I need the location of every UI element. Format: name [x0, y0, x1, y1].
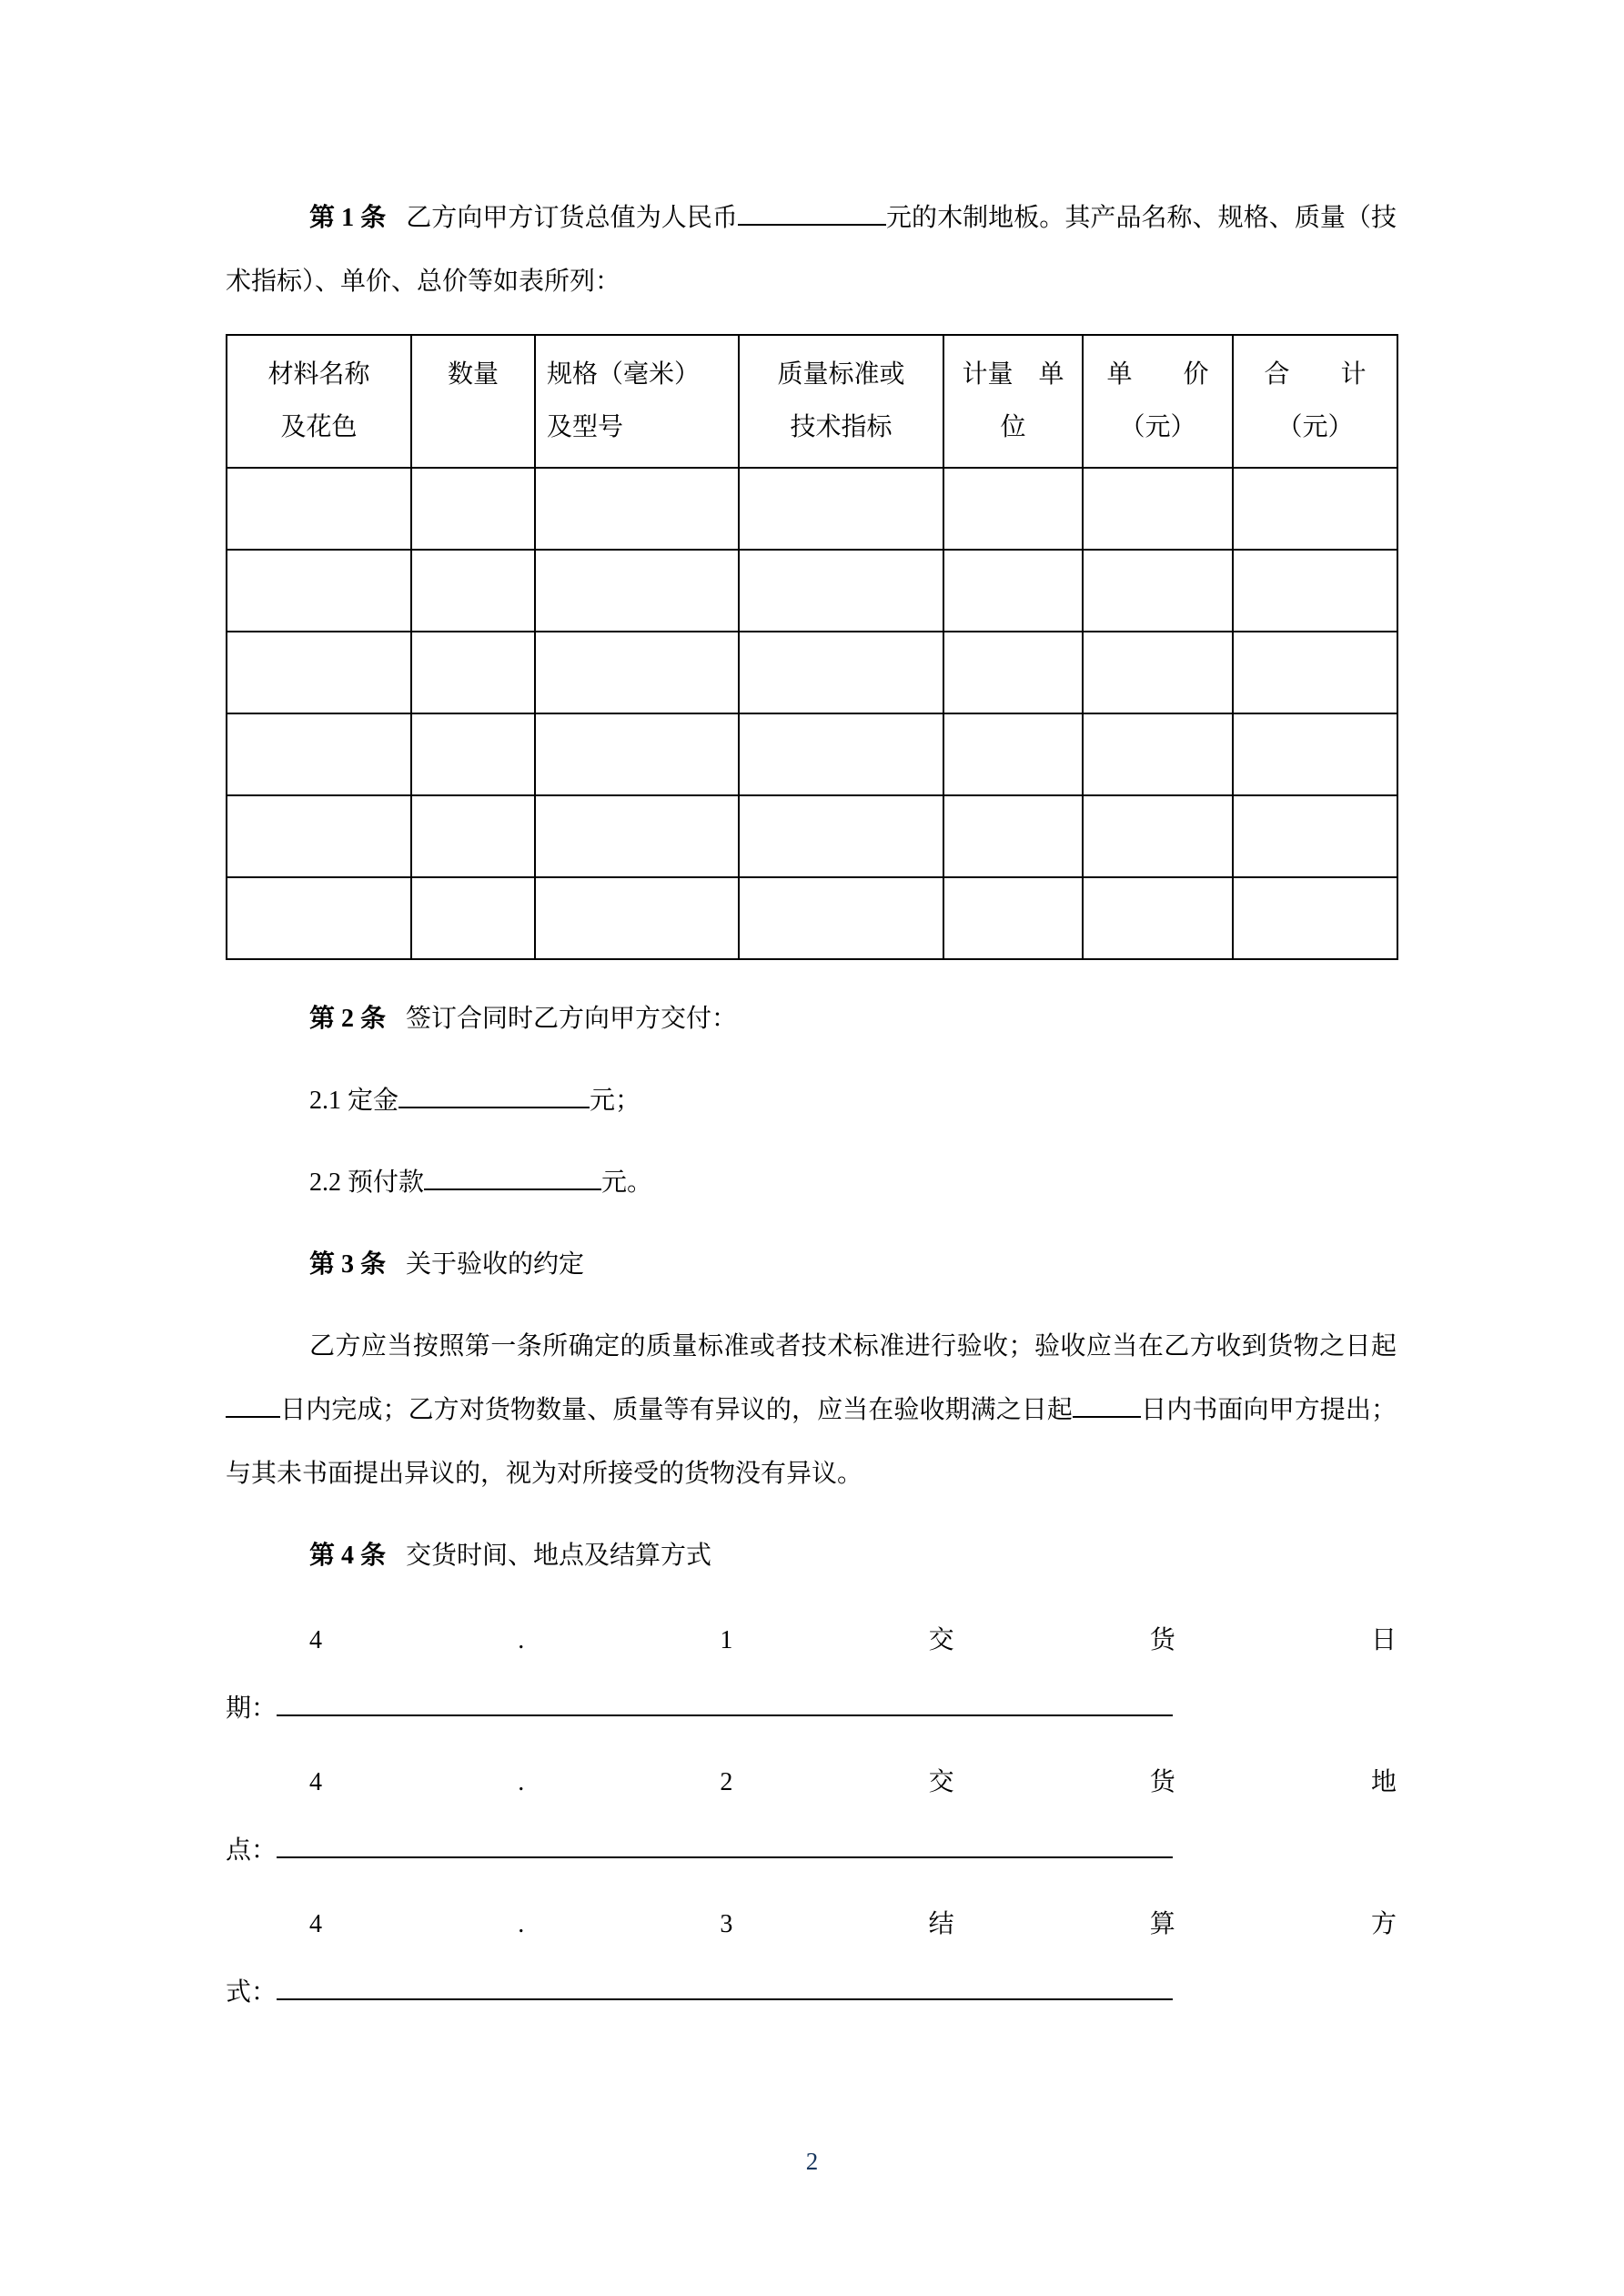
delivery-place-item: [226, 1748, 1397, 1885]
delivery-date-blank-line: [226, 1674, 1397, 1743]
spread-char: 交: [928, 1768, 954, 1796]
header-line: 合 计: [1264, 360, 1367, 389]
table-cell: [227, 550, 411, 632]
clause4-title: 交货时间、地点及结算方式: [406, 1542, 712, 1570]
table-cell: [227, 468, 411, 550]
clause1-text-after-blank: 元的木制地板。其产品名称、规格、质量（技术指标）、单价、总价等如表所列：: [226, 204, 1397, 296]
deposit-text: 2.1 定金: [309, 1087, 399, 1115]
table-row: [227, 468, 1397, 550]
days-fill-in-blank: [226, 1387, 280, 1418]
header-spec-model: [535, 335, 739, 468]
amount-fill-in-blank: [738, 195, 886, 226]
goods-table: [226, 334, 1398, 960]
table-cell: [535, 713, 739, 795]
spread-char: 1: [720, 1626, 733, 1654]
header-unit-price: [1083, 335, 1233, 468]
table-cell: [1233, 795, 1397, 877]
settlement-method-label: 式：: [226, 1978, 277, 2007]
table-cell: [739, 795, 943, 877]
spread-char: 4: [309, 1768, 322, 1796]
header-material-name: [227, 335, 411, 468]
spread-char: 4: [309, 1910, 322, 1938]
spread-char: 4: [309, 1626, 322, 1654]
delivery-date-spread-line: [226, 1606, 1397, 1674]
spread-char: 2: [720, 1768, 733, 1796]
header-line: 质量标准或: [777, 360, 905, 389]
clause3-body: [226, 1315, 1397, 1506]
table-cell: [411, 713, 535, 795]
table-cell: [943, 550, 1083, 632]
table-cell: [943, 795, 1083, 877]
table-cell: [1083, 877, 1233, 959]
table-cell: [535, 795, 739, 877]
table-cell: [739, 632, 943, 713]
deposit-unit-text: 元；: [590, 1087, 641, 1115]
header-line: 技术指标: [790, 413, 893, 441]
spread-char: .: [518, 1626, 525, 1654]
clause2-item2: [226, 1151, 1397, 1215]
clause3-title: 关于验收的约定: [406, 1250, 585, 1279]
spread-char: 地: [1370, 1768, 1397, 1796]
deposit-fill-in-blank: [398, 1077, 590, 1108]
header-line: （元）: [1276, 413, 1354, 441]
table-row: [227, 795, 1397, 877]
prepayment-fill-in-blank: [424, 1159, 601, 1190]
delivery-date-fill-in-blank: [277, 1685, 1173, 1716]
header-line: 及花色: [280, 413, 358, 441]
table-cell: [1233, 632, 1397, 713]
table-cell: [739, 468, 943, 550]
clause2-item1: [226, 1069, 1397, 1133]
table-cell: [1083, 632, 1233, 713]
settlement-method-fill-in-blank: [277, 1969, 1173, 2000]
header-unit-of-measure: [943, 335, 1083, 468]
header-line: 材料名称: [267, 360, 370, 389]
prepayment-text: 2.2 预付款: [309, 1168, 425, 1197]
clause2-title: 签订合同时乙方向甲方交付：: [406, 1005, 738, 1033]
clause1-paragraph: [226, 187, 1397, 314]
clause1-label: 第 1 条: [309, 204, 387, 232]
clause1-text-before-blank: 乙方向甲方订货总值为人民币: [406, 204, 738, 232]
clause2-paragraph: [226, 987, 1397, 1051]
spread-char: 货: [1149, 1768, 1175, 1796]
settlement-method-spread-line: [226, 1890, 1397, 1958]
clause3-text-seg3: 日内书面向甲方提出；与其未书面提出异议的，视为对所接受的货物没有异议。: [226, 1396, 1397, 1488]
table-cell: [411, 632, 535, 713]
table-cell: [1083, 468, 1233, 550]
clause3-text-seg1: 乙方应当按照第一条所确定的质量标准或者技术标准进行验收；验收应当在乙方收到货物之日起: [309, 1332, 1397, 1360]
table-cell: [411, 468, 535, 550]
table-cell: [739, 877, 943, 959]
table-row: [227, 877, 1397, 959]
spread-char: .: [518, 1768, 525, 1796]
table-cell: [1083, 713, 1233, 795]
header-line: 数量: [447, 360, 499, 389]
spread-char: 方: [1370, 1910, 1397, 1938]
table-cell: [535, 550, 739, 632]
header-line: 计量 单: [962, 360, 1064, 389]
clause3-label: 第 3 条: [309, 1250, 387, 1279]
header-quantity: [411, 335, 535, 468]
page-number: 2: [805, 2148, 819, 2175]
spread-char: .: [518, 1910, 525, 1938]
delivery-date-item: [226, 1606, 1397, 1743]
table-cell: [227, 713, 411, 795]
prepayment-unit-text: 元。: [601, 1168, 653, 1197]
table-cell: [227, 795, 411, 877]
clause4-paragraph: [226, 1524, 1397, 1588]
clause3-text-seg2: 日内完成；乙方对货物数量、质量等有异议的，应当在验收期满之日起: [280, 1396, 1074, 1424]
table-cell: [535, 632, 739, 713]
table-cell: [1083, 795, 1233, 877]
clause2-label: 第 2 条: [309, 1005, 387, 1033]
spread-char: 算: [1149, 1910, 1175, 1938]
settlement-method-item: [226, 1890, 1397, 2027]
table-cell: [227, 877, 411, 959]
header-quality-standard: [739, 335, 943, 468]
clause3-paragraph: [226, 1233, 1397, 1297]
header-line: （元）: [1119, 413, 1196, 441]
delivery-date-label: 期：: [226, 1694, 277, 1723]
table-header-row: [227, 335, 1397, 468]
table-cell: [411, 550, 535, 632]
delivery-place-label: 点：: [226, 1836, 277, 1865]
days-fill-in-blank: [1073, 1387, 1141, 1418]
header-line: 位: [1000, 413, 1026, 441]
header-line: 规格（毫米）: [547, 360, 701, 389]
table-cell: [227, 632, 411, 713]
delivery-place-blank-line: [226, 1816, 1397, 1885]
spread-char: 3: [720, 1910, 733, 1938]
table-cell: [535, 468, 739, 550]
table-cell: [1233, 713, 1397, 795]
table-cell: [411, 795, 535, 877]
header-line: 单 价: [1106, 360, 1209, 389]
table-cell: [1083, 550, 1233, 632]
delivery-place-fill-in-blank: [277, 1827, 1173, 1858]
table-cell: [943, 468, 1083, 550]
table-cell: [739, 713, 943, 795]
delivery-place-spread-line: [226, 1748, 1397, 1816]
table-cell: [943, 632, 1083, 713]
table-row: [227, 713, 1397, 795]
spread-char: 结: [928, 1910, 954, 1938]
table-cell: [1233, 550, 1397, 632]
clause4-label: 第 4 条: [309, 1542, 387, 1570]
table-cell: [943, 713, 1083, 795]
table-cell: [739, 550, 943, 632]
table-row: [227, 550, 1397, 632]
settlement-method-blank-line: [226, 1958, 1397, 2027]
table-row: [227, 632, 1397, 713]
spread-char: 交: [928, 1626, 954, 1654]
table-cell: [1233, 877, 1397, 959]
spread-char: 货: [1149, 1626, 1175, 1654]
header-total: [1233, 335, 1397, 468]
table-cell: [535, 877, 739, 959]
header-line: 及型号: [547, 413, 624, 441]
table-cell: [943, 877, 1083, 959]
table-cell: [411, 877, 535, 959]
table-cell: [1233, 468, 1397, 550]
spread-char: 日: [1370, 1626, 1397, 1654]
